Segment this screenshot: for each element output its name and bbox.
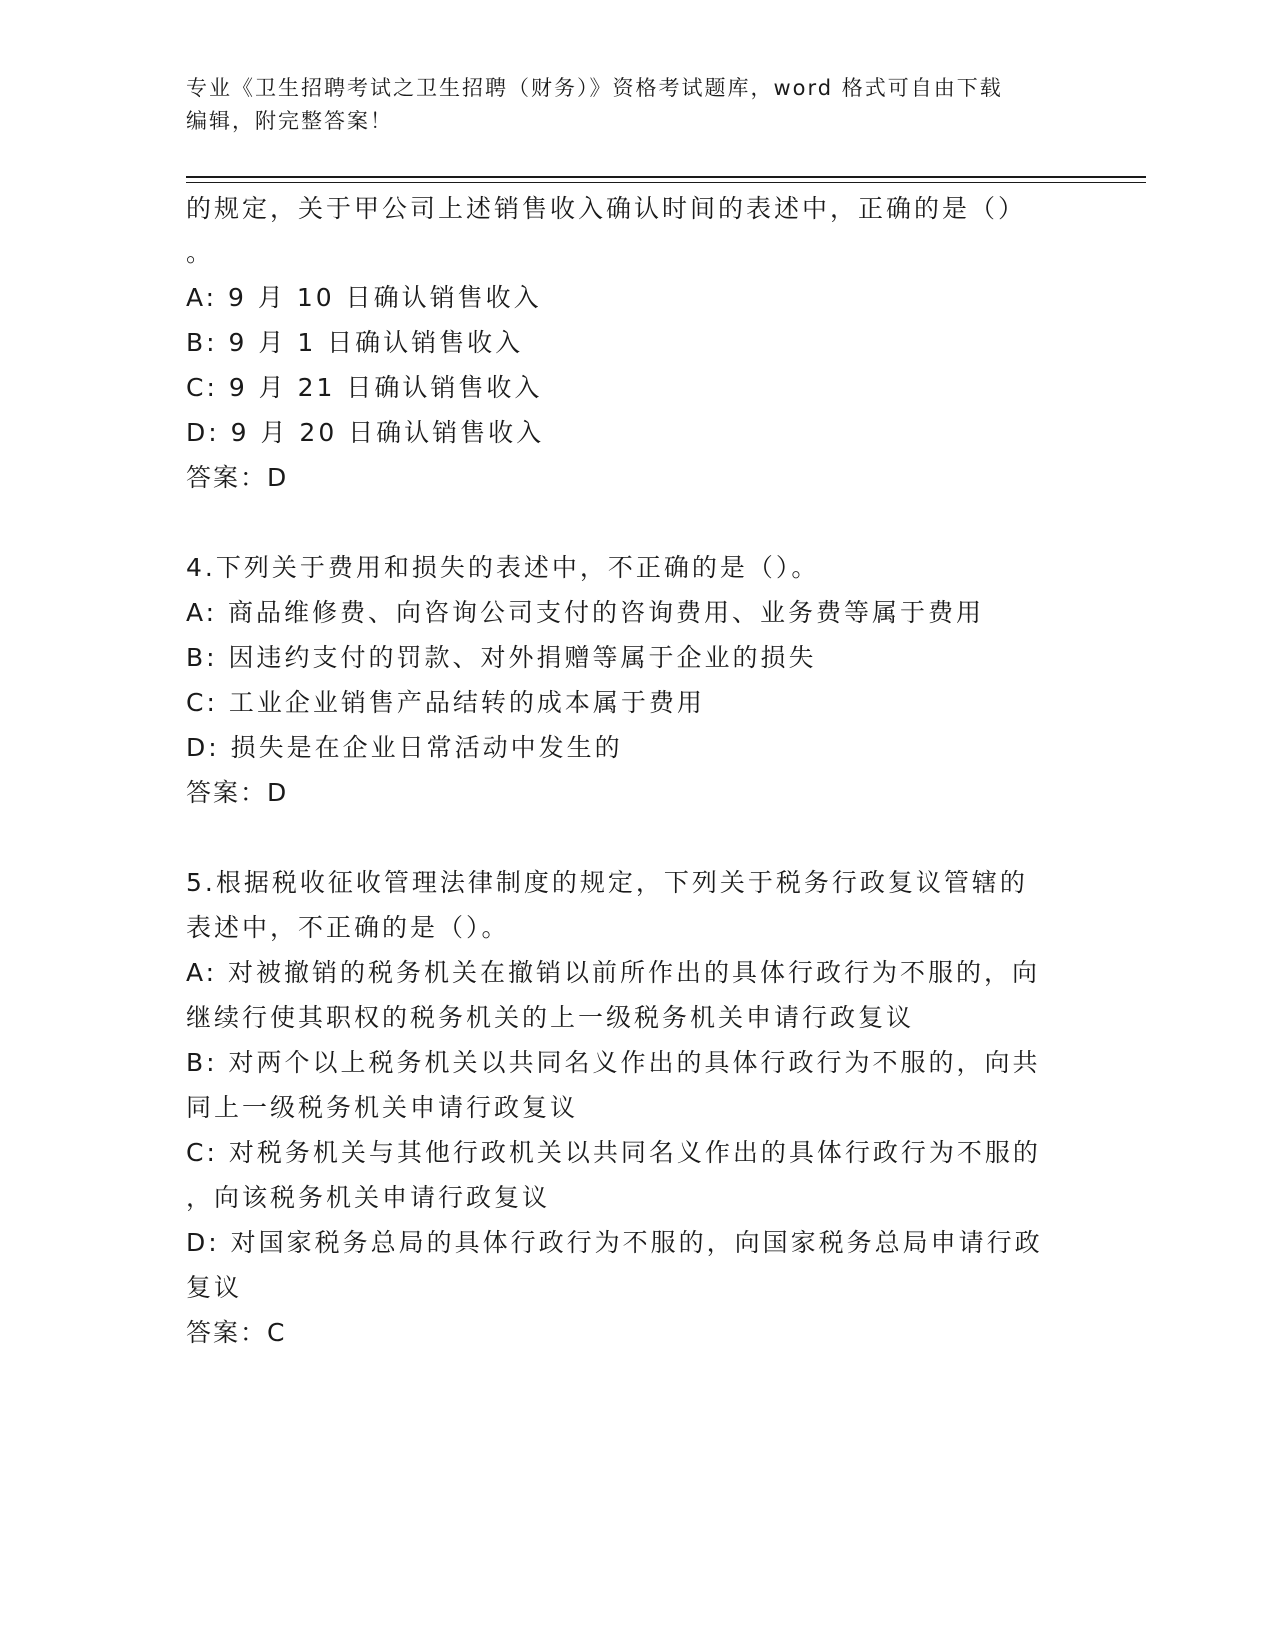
q5-stem-line-1: 5.根据税收征收管理法律制度的规定，下列关于税务行政复议管辖的 [186, 868, 1028, 897]
q5-answer: 答案：C [186, 1318, 287, 1347]
q5-option-b-line-2: 同上一级税务机关申请行政复议 [186, 1093, 579, 1122]
page-header [186, 72, 1086, 138]
q5-option-a-line-2: 继续行使其职权的税务机关的上一级税务机关申请行政复议 [186, 1003, 915, 1032]
q5-option-c-line-1: C: 对税务机关与其他行政机关以共同名义作出的具体行政行为不服的 [186, 1138, 1041, 1167]
q3-stem-line-1: 的规定，关于甲公司上述销售收入确认时间的表述中，正确的是（） [186, 194, 1027, 223]
q5-option-b-line-1: B: 对两个以上税务机关以共同名义作出的具体行政行为不服的，向共 [186, 1048, 1041, 1077]
q4-stem: 4.下列关于费用和损失的表述中，不正确的是（）。 [186, 553, 820, 582]
q5-option-d-line-1: D: 对国家税务总局的具体行政行为不服的，向国家税务总局申请行政 [186, 1228, 1043, 1257]
q3-option-b: B: 9 月 1 日确认销售收入 [186, 328, 524, 357]
q5-stem-line-2: 表述中，不正确的是（）。 [186, 913, 510, 942]
header-divider-thick [186, 176, 1146, 178]
header-line-1: 专业《卫生招聘考试之卫生招聘（财务）》资格考试题库，word 格式可自由下载 [186, 76, 1003, 100]
q4-option-a: A: 商品维修费、向咨询公司支付的咨询费用、业务费等属于费用 [186, 598, 985, 627]
q3-answer: 答案：D [186, 463, 289, 492]
q4-option-c: C: 工业企业销售产品结转的成本属于费用 [186, 688, 705, 717]
header-divider-thin [186, 182, 1146, 183]
q5-option-d-line-2: 复议 [186, 1273, 243, 1302]
q5-option-c-line-2: ，向该税务机关申请行政复议 [186, 1183, 551, 1212]
q3-option-d: D: 9 月 20 日确认销售收入 [186, 418, 545, 447]
q4-answer: 答案：D [186, 778, 289, 807]
q4-option-d: D: 损失是在企业日常活动中发生的 [186, 733, 623, 762]
q3-stem-line-2: 。 [186, 238, 215, 267]
q3-option-c: C: 9 月 21 日确认销售收入 [186, 373, 543, 402]
q5-option-a-line-1: A: 对被撤销的税务机关在撤销以前所作出的具体行政行为不服的，向 [186, 958, 1041, 987]
q3-option-a: A: 9 月 10 日确认销售收入 [186, 283, 542, 312]
header-line-2: 编辑，附完整答案！ [186, 109, 393, 133]
q4-option-b: B: 因违约支付的罚款、对外捐赠等属于企业的损失 [186, 643, 817, 672]
